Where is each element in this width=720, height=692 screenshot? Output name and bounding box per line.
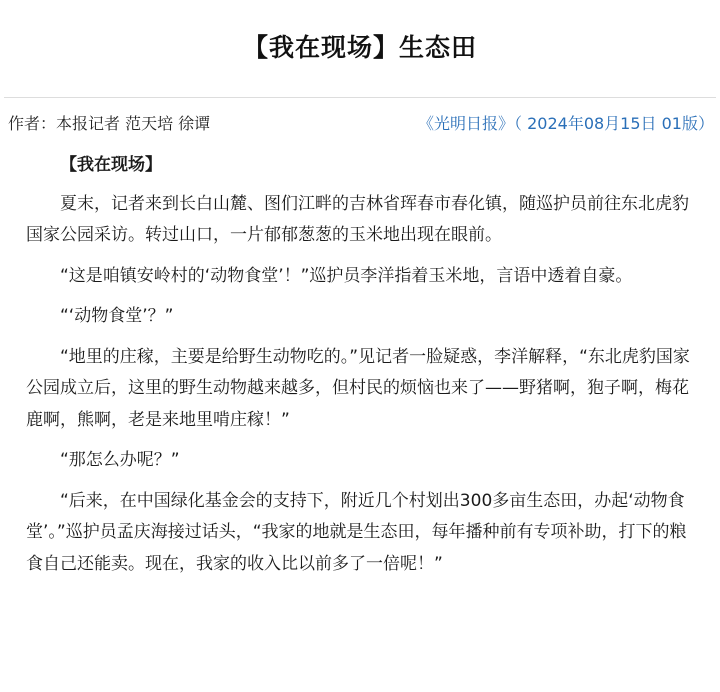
byline: 作者：本报记者 范天培 徐谭	[8, 114, 211, 133]
paragraph: “那怎么办呢？”	[60, 450, 180, 470]
paragraph: “‘动物食堂’？”	[60, 306, 174, 326]
article-body	[26, 150, 698, 589]
source-link[interactable]: 《光明日报》（ 2024年08月15日 01版）	[418, 114, 714, 133]
section-label: 【我在现场】	[60, 155, 162, 175]
paragraph: 夏末，记者来到长白山麓、图们江畔的吉林省珲春市春化镇，随巡护员前往东北虎豹国家公园采访。转过山口，一片郁郁葱葱的玉米地出现在眼前。	[26, 193, 689, 245]
title-divider	[4, 97, 716, 98]
article-title: 【我在现场】生态田	[242, 33, 477, 62]
paragraph: “这是咱镇安岭村的‘动物食堂’！”巡护员李洋指着玉米地，言语中透着自豪。	[60, 265, 633, 286]
paragraph: “地里的庄稼，主要是给野生动物吃的。”见记者一脸疑惑，李洋解释，“东北虎豹国家公园成立后，这里的野生动物越来越多，但村民的烦恼也来了——野猪啊，狍子啊，梅花鹿啊，熊啊，老是来地里啃庄稼！”	[26, 346, 690, 430]
paragraph: “后来，在中国绿化基金会的支持下，附近几个村划出300多亩生态田，办起‘动物食堂’。”巡护员孟庆海接过话头，“我家的地就是生态田，每年播种前有专项补助，打下的粮食自己还能卖。现在，我家的收入比以前多了一倍呢！”	[26, 490, 687, 574]
